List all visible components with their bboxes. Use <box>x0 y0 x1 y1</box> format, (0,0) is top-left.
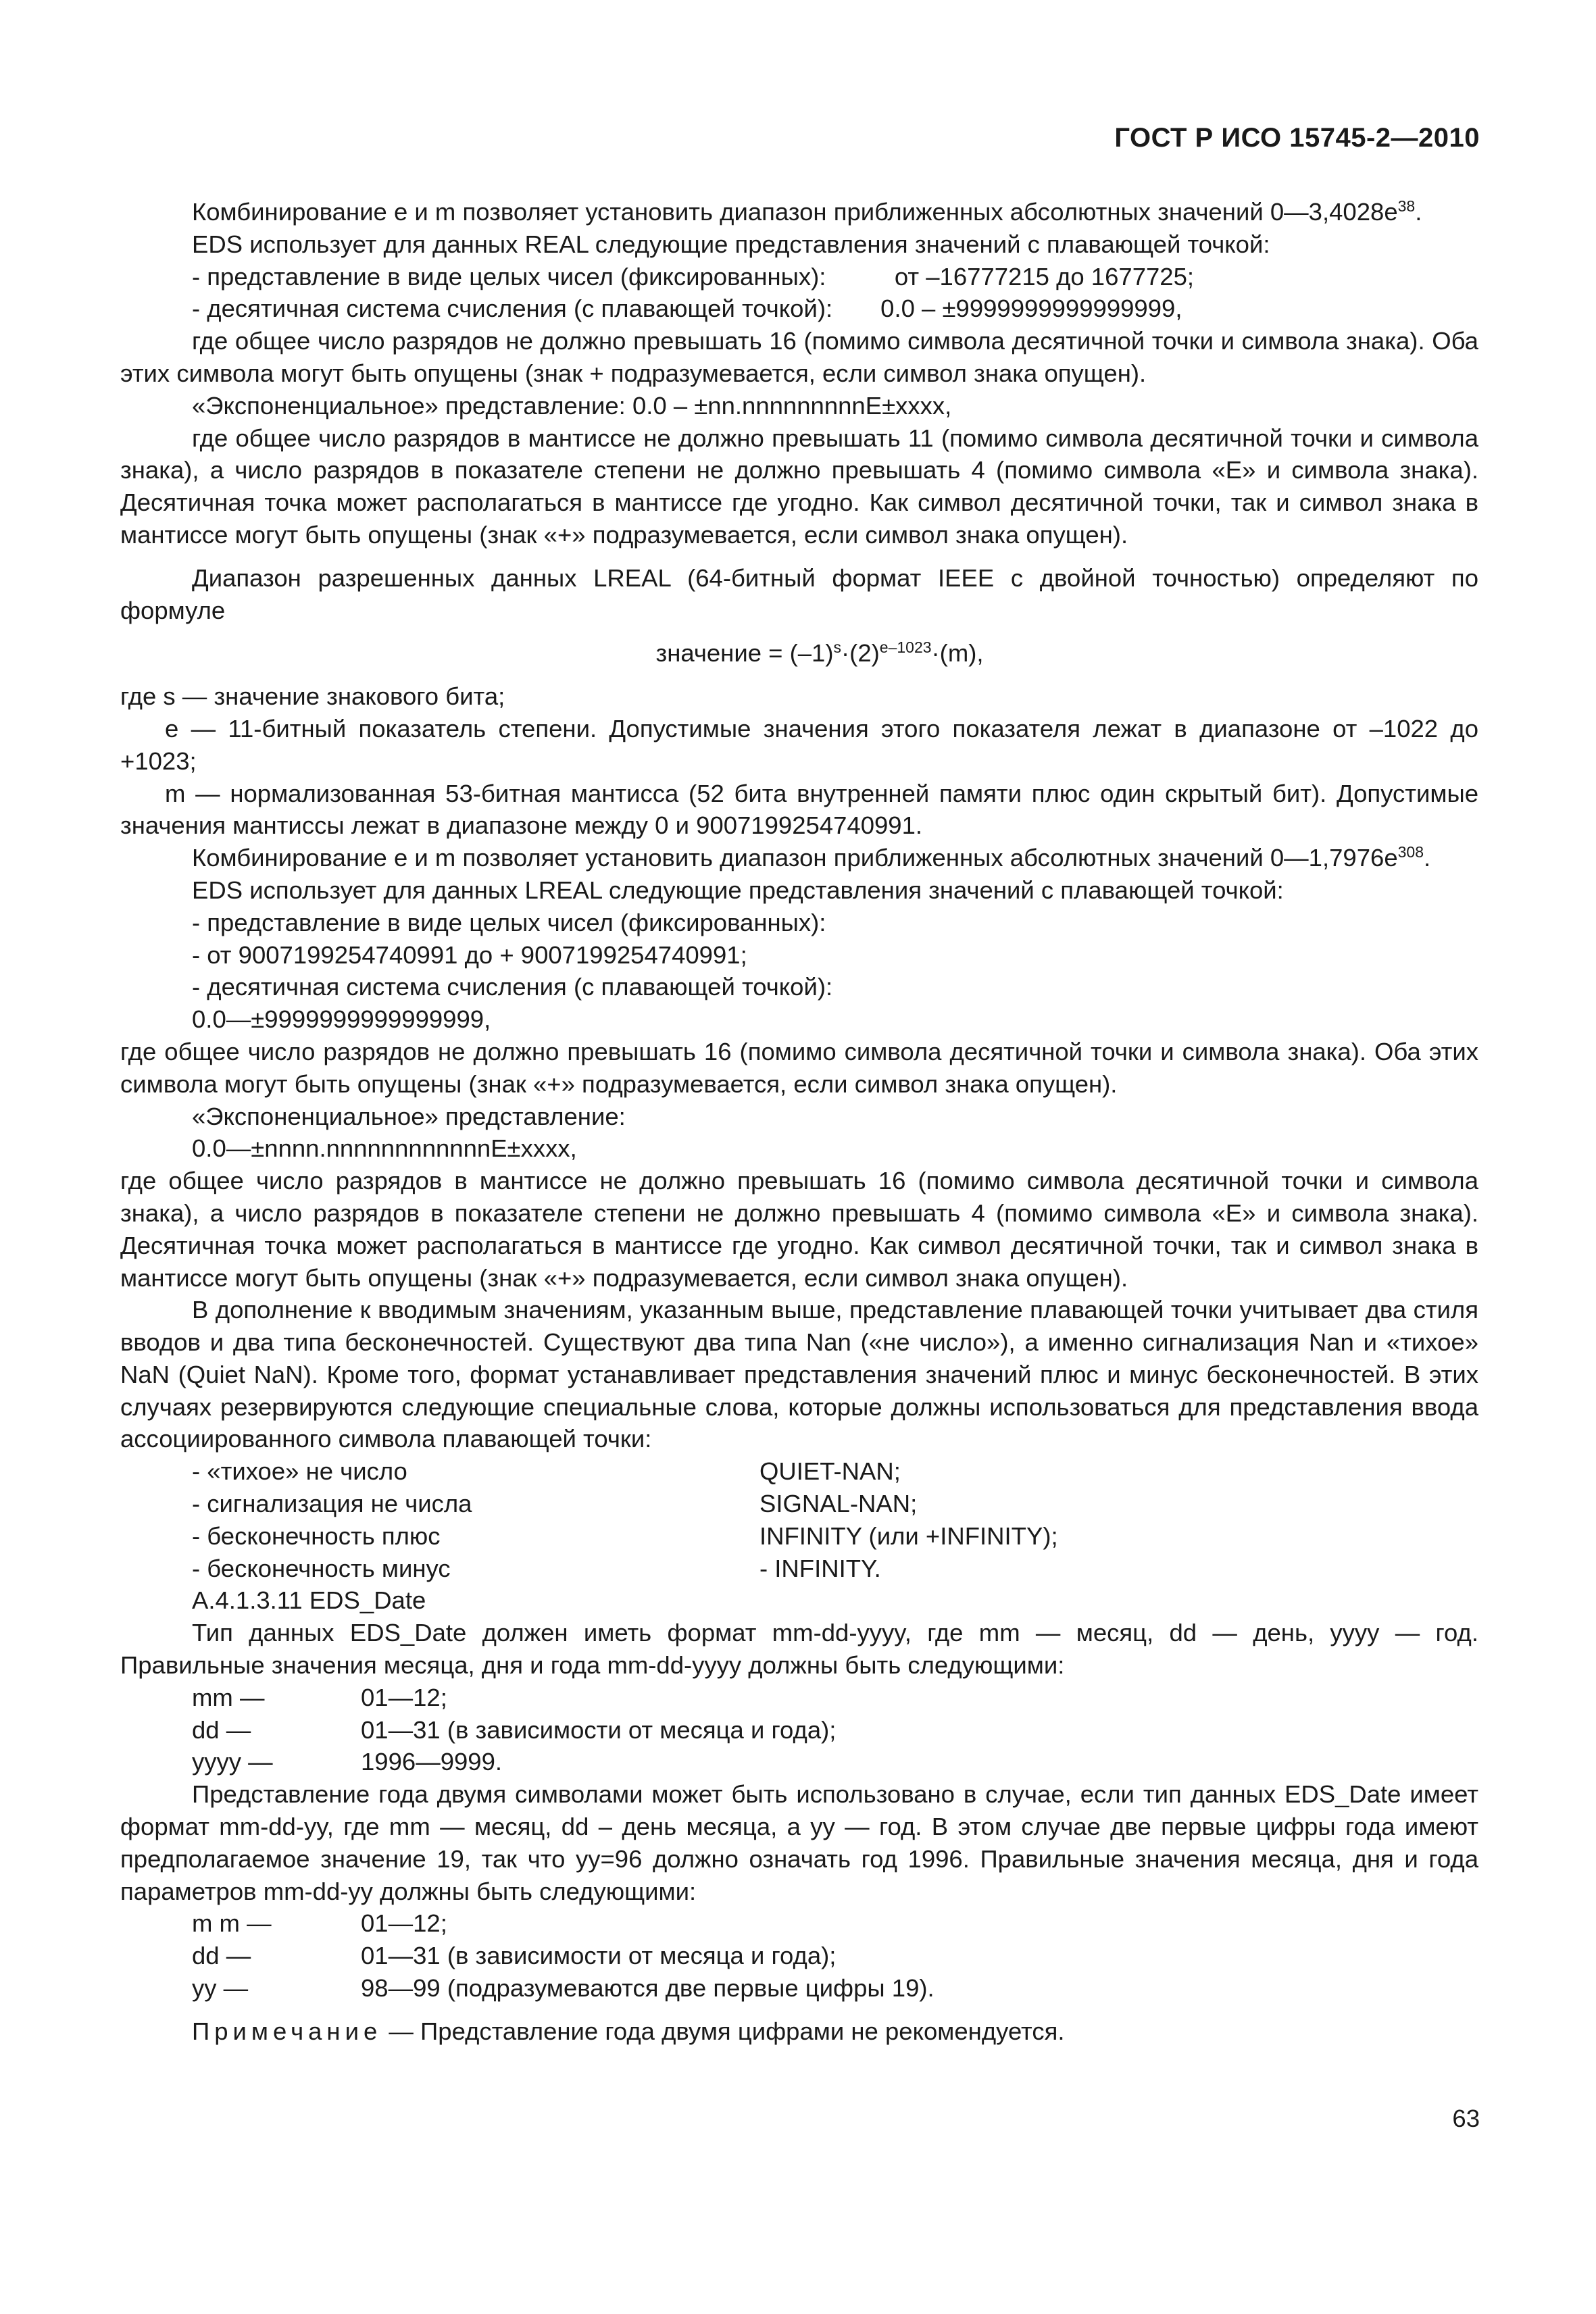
lreal-combination-paragraph: Комбинирование е и m позволяет установить диапазон приближенных абсолютных значений $0—1,7976e^{308}$. <box>192 842 1431 872</box>
document-header: ГОСТ Р ИСО 15745-2—2010 <box>1114 123 1480 153</box>
note-text: — Представление года двумя цифрами не рекомендуется. <box>382 2017 1065 2045</box>
note-label: Примечание <box>192 2017 382 2045</box>
list-item: yy — 98—99 (подразумеваются две первые цифры 19). <box>192 1974 934 2003</box>
list-item: - сигнализация не числа SIGNAL-NAN; <box>192 1490 918 1518</box>
real-eds-line: EDS использует для данных REAL следующие представления значений с плавающей точкой: <box>192 230 1270 258</box>
special-words-list <box>120 1455 1478 1584</box>
real-combination-paragraph: Комбинирование е и m позволяет установить диапазон приближенных абсолютных значений $0—3,4028e^{38}$. <box>192 197 1422 226</box>
lreal-int-repr-value: - от 9007199254740991 до + 9007199254740991; <box>192 940 747 969</box>
list-item: yyyy — 1996—9999. <box>192 1748 503 1776</box>
lreal-formula: значение = $(-1)^s\cdot(2)^{e-1023}\cdot(m)$, <box>655 638 984 668</box>
eds-date-heading: A.4.1.3.11 EDS_Date <box>192 1586 426 1615</box>
list-item: dd — 01—31 (в зависимости от месяца и года); <box>192 1942 837 1970</box>
lreal-digits-note: где общее число разрядов не должно превышать 16 (помимо символа десятичной точки и символа знака). Оба этих символа могут быть опущены (знак «+» подразумевается, если символ знака опущен). <box>120 1037 1478 1098</box>
lreal-where-m: m — нормализованная 53-битная мантисса (52 бита внутренней памяти плюс один скрытый бит). Допустимые значения мантиссы лежат в диапазоне между 0 и 9007199254740991. <box>120 779 1478 840</box>
lreal-int-repr-label: - представление в виде целых чисел (фиксированных): <box>192 908 826 936</box>
list-item: - «тихое» не число QUIET-NAN; <box>192 1457 901 1486</box>
list-item: dd — 01—31 (в зависимости от месяца и года); <box>192 1715 837 1744</box>
eds-date-two-digit: Представление года двумя символами может быть использовано в случае, если тип данных EDS_Date имеет формат mm-dd-yy, где mm — месяц, dd – день месяца, а yy — год. В этом случае две первые цифры года имеют предполагаемое значение 19, так что yy=96 должно означать год 1996. Правильные значения месяца, дня и года параметров mm-dd-yy должны быть следующими: <box>120 1780 1478 1905</box>
real-exp-note: где общее число разрядов в мантиссе не должно превышать 11 (помимо символа десятичной точки и символа знака), а число разрядов в показателе степени не должно превышать 4 (помимо символа «E» и символа знака). Десятичная точка может располагаться в мантиссе где угодно. Как символ десятичной точки, так и символ знака в мантиссе могут быть опущены (знак «+» подразумевается, если символ знака опущен). <box>120 424 1478 549</box>
list-item: mm — 01—12; <box>192 1683 447 1711</box>
lreal-dec-repr-value: 0.0—±9999999999999999, <box>192 1005 491 1034</box>
eds-date-values <box>120 1682 1478 1778</box>
real-digits-note: где общее число разрядов не должно превышать 16 (помимо символа десятичной точки и символа знака). Оба этих символа могут быть опущены (знак + подразумевается, если символ знака опущен). <box>120 327 1478 387</box>
real-exp-repr: «Экспоненциальное» представление: 0.0 – ±nn.nnnnnnnnnE±xxxx, <box>192 391 952 420</box>
list-item: m m — 01—12; <box>192 1909 447 1938</box>
eds-date-values-two-digit <box>120 1907 1478 2004</box>
lreal-intro: Диапазон разрешенных данных LREAL (64-битный формат IEEE с двойной точностью) определяют по формуле <box>120 563 1478 624</box>
eds-date-note <box>120 2015 1478 2048</box>
lreal-dec-repr-label: - десятичная система счисления (с плавающей точкой): <box>192 973 833 1001</box>
lreal-exp-note: где общее число разрядов в мантиссе не должно превышать 16 (помимо символа десятичной точки и символа знака), а число разрядов в показателе степени не должно превышать 4 (помимо символа «E» и символа знака). Десятичная точка может располагаться в мантиссе где угодно. Как символ десятичной точки, так и символ знака в мантиссе могут быть опущены (знак «+» подразумевается, если символ знака опущен). <box>120 1167 1478 1292</box>
page-number: 63 <box>1452 2105 1480 2132</box>
lreal-where-e: e — 11-битный показатель степени. Допустимые значения этого показателя лежат в диапазоне от –1022 до +1023; <box>120 714 1478 775</box>
list-item: - бесконечность плюс INFINITY (или +INFINITY); <box>192 1521 1058 1550</box>
lreal-where-s: где s — значение знакового бита; <box>120 682 505 711</box>
eds-date-intro: Тип данных EDS_Date должен иметь формат mm-dd-yyyy, где mm — месяц, dd — день, yyyy — год. Правильные значения месяца, дня и года mm-dd-yyyy должны быть следующими: <box>120 1619 1478 1680</box>
real-int-repr: - представление в виде целых чисел (фиксированных): от –16777215 до 1677725; <box>192 262 1195 291</box>
lreal-eds-line: EDS использует для данных LREAL следующие представления значений с плавающей точкой: <box>192 876 1284 904</box>
lreal-exp-label: «Экспоненциальное» представление: <box>192 1102 626 1130</box>
real-dec-repr: - десятичная система счисления (с плавающей точкой): 0.0 – ±9999999999999999, <box>192 295 1182 323</box>
special-intro: В дополнение к вводимым значениям, указанным выше, представление плавающей точки учитывает два стиля вводов и два типа бесконечностей. Существуют два типа Nan («не число»), а именно сигнализация Nan и «тихое» NaN (Quiet NaN). Кроме того, формат устанавливает представления значений плюс и минус бесконечностей. В этих случаях резервируются следующие специальные слова, которые должны использоваться для представления ввода ассоциированного символа плавающей точки: <box>120 1296 1478 1453</box>
list-item: - бесконечность минус - INFINITY. <box>192 1554 881 1582</box>
lreal-exp-value: 0.0—±nnnn.nnnnnnnnnnnnE±xxxx, <box>192 1134 577 1163</box>
document-body <box>120 196 1478 2048</box>
